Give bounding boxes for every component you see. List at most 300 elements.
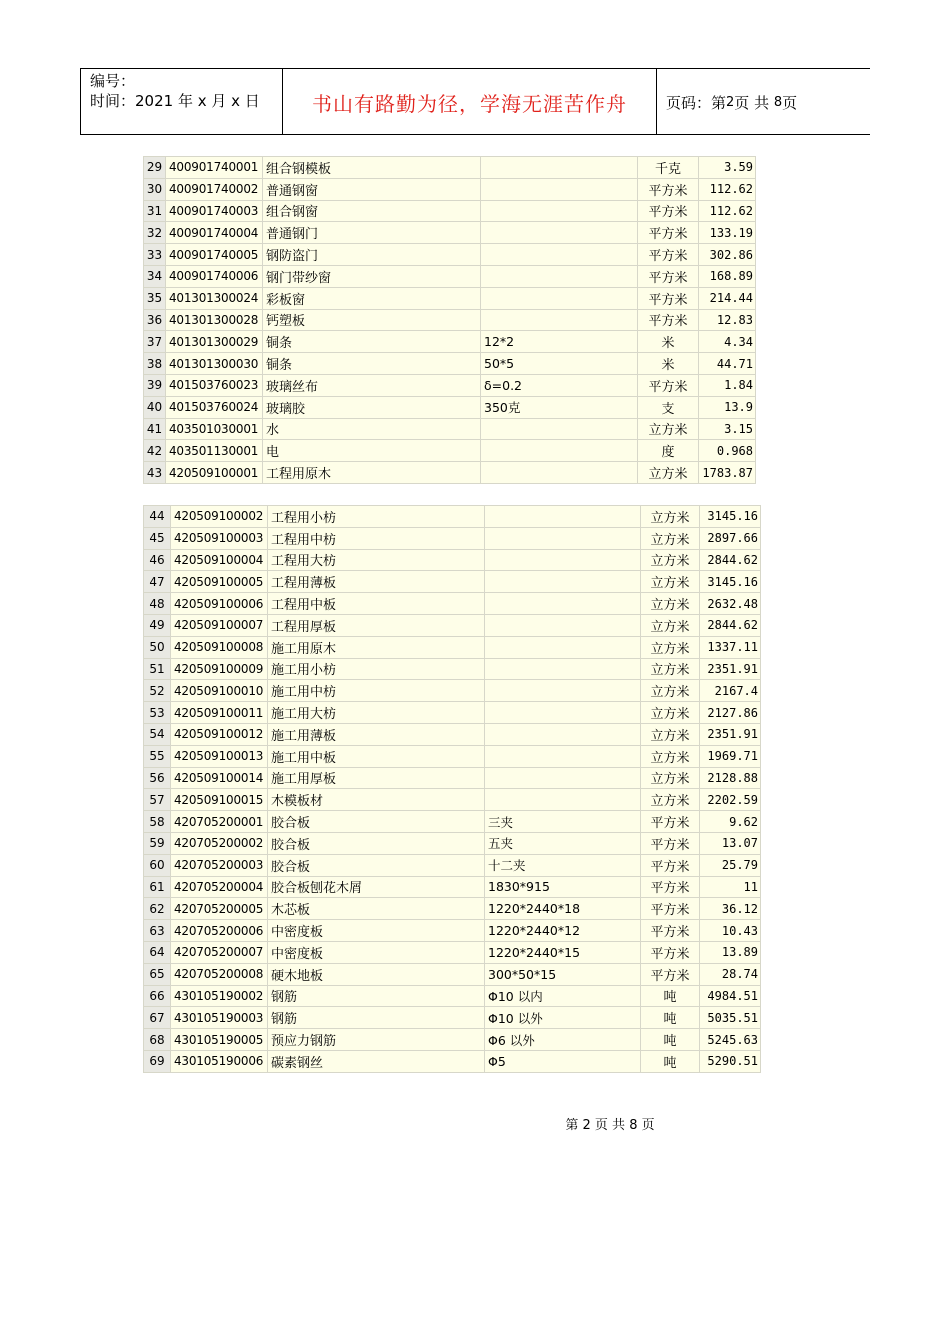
material-price: 2202.59 — [700, 789, 761, 811]
page-total: 8 — [773, 94, 783, 110]
material-code: 420509100008 — [171, 636, 268, 658]
table-row — [144, 941, 761, 963]
table-row — [144, 680, 761, 702]
material-price: 13.89 — [700, 941, 761, 963]
material-unit: 度 — [638, 440, 699, 462]
material-code: 420705200008 — [171, 963, 268, 985]
material-price: 28.74 — [700, 963, 761, 985]
material-spec: 1220*2440*18 — [485, 898, 641, 920]
material-price: 44.71 — [699, 353, 756, 375]
material-price: 0.968 — [699, 440, 756, 462]
material-code: 420509100015 — [171, 789, 268, 811]
material-price: 3145.16 — [700, 571, 761, 593]
table-row — [144, 854, 761, 876]
materials-table-1 — [143, 156, 756, 484]
table-row — [144, 767, 761, 789]
material-code: 430105190006 — [171, 1050, 268, 1072]
material-unit: 立方米 — [641, 702, 700, 724]
row-number: 38 — [144, 353, 166, 375]
material-price: 1337.11 — [700, 636, 761, 658]
row-number: 58 — [144, 811, 171, 833]
material-spec: Φ5 — [485, 1050, 641, 1072]
material-code: 420509100012 — [171, 723, 268, 745]
material-price: 10.43 — [700, 920, 761, 942]
material-spec — [485, 571, 641, 593]
material-name: 施工用薄板 — [268, 723, 485, 745]
material-unit: 平方米 — [641, 832, 700, 854]
material-unit: 立方米 — [641, 527, 700, 549]
table-row — [144, 920, 761, 942]
material-price: 1969.71 — [700, 745, 761, 767]
material-unit: 平方米 — [638, 309, 699, 331]
material-code: 420705200006 — [171, 920, 268, 942]
material-price: 133.19 — [699, 222, 756, 244]
material-unit: 立方米 — [641, 636, 700, 658]
header-page-info — [657, 69, 871, 135]
material-unit: 立方米 — [641, 767, 700, 789]
material-code: 400901740001 — [166, 157, 263, 179]
row-number: 46 — [144, 549, 171, 571]
material-price: 36.12 — [700, 898, 761, 920]
row-number: 60 — [144, 854, 171, 876]
material-price: 2844.62 — [700, 614, 761, 636]
material-unit: 支 — [638, 396, 699, 418]
material-price: 112.62 — [699, 200, 756, 222]
material-unit: 立方米 — [638, 462, 699, 484]
material-spec — [481, 440, 638, 462]
material-name: 钢筋 — [268, 1007, 485, 1029]
row-number: 49 — [144, 614, 171, 636]
row-number: 54 — [144, 723, 171, 745]
table-row — [144, 614, 761, 636]
material-price: 2127.86 — [700, 702, 761, 724]
material-name: 施工用大枋 — [268, 702, 485, 724]
row-number: 47 — [144, 571, 171, 593]
table-row — [144, 506, 761, 528]
row-number: 42 — [144, 440, 166, 462]
material-unit: 立方米 — [641, 593, 700, 615]
table-row — [144, 374, 756, 396]
table-row — [144, 985, 761, 1007]
row-number: 41 — [144, 418, 166, 440]
row-number: 66 — [144, 985, 171, 1007]
material-unit: 立方米 — [641, 723, 700, 745]
material-spec: 1220*2440*12 — [485, 920, 641, 942]
material-spec: 十二夹 — [485, 854, 641, 876]
material-unit: 平方米 — [641, 811, 700, 833]
material-unit: 平方米 — [638, 178, 699, 200]
row-number: 61 — [144, 876, 171, 898]
material-name: 预应力钢筋 — [268, 1029, 485, 1051]
table-row — [144, 1029, 761, 1051]
table-row — [144, 244, 756, 266]
material-code: 420509100002 — [171, 506, 268, 528]
material-unit: 平方米 — [638, 244, 699, 266]
material-name: 胶合板 — [268, 854, 485, 876]
table-row — [144, 593, 761, 615]
material-code: 401301300030 — [166, 353, 263, 375]
material-code: 420509100011 — [171, 702, 268, 724]
material-spec — [485, 658, 641, 680]
row-number: 30 — [144, 178, 166, 200]
material-code: 401503760023 — [166, 374, 263, 396]
material-name: 木芯板 — [268, 898, 485, 920]
material-code: 400901740002 — [166, 178, 263, 200]
material-price: 5245.63 — [700, 1029, 761, 1051]
table-row — [144, 571, 761, 593]
material-spec — [485, 723, 641, 745]
table-row — [144, 287, 756, 309]
date-label: 时间：2021 年 x 月 x 日 — [90, 92, 260, 110]
material-spec: 五夹 — [485, 832, 641, 854]
material-spec — [481, 200, 638, 222]
header-motto: 书山有路勤为径，学海无涯苦作舟 — [283, 69, 657, 135]
material-name: 钙塑板 — [263, 309, 481, 331]
row-number: 48 — [144, 593, 171, 615]
table-row — [144, 178, 756, 200]
material-price: 9.62 — [700, 811, 761, 833]
table-row — [144, 309, 756, 331]
material-price: 3.15 — [699, 418, 756, 440]
table-row — [144, 963, 761, 985]
material-unit: 立方米 — [638, 418, 699, 440]
number-label: 编号： — [90, 72, 136, 90]
material-name: 工程用中板 — [268, 593, 485, 615]
material-name: 普通钢门 — [263, 222, 481, 244]
material-name: 工程用小枋 — [268, 506, 485, 528]
material-spec: Φ10 以外 — [485, 1007, 641, 1029]
material-name: 工程用薄板 — [268, 571, 485, 593]
material-spec — [485, 636, 641, 658]
material-price: 2632.48 — [700, 593, 761, 615]
material-unit: 立方米 — [641, 506, 700, 528]
material-code: 420509100006 — [171, 593, 268, 615]
material-price: 3145.16 — [700, 506, 761, 528]
row-number: 55 — [144, 745, 171, 767]
material-code: 420509100007 — [171, 614, 268, 636]
material-price: 12.83 — [699, 309, 756, 331]
table-row — [144, 636, 761, 658]
material-spec — [485, 745, 641, 767]
table-row — [144, 898, 761, 920]
material-price: 214.44 — [699, 287, 756, 309]
material-price: 1783.87 — [699, 462, 756, 484]
table-row — [144, 331, 756, 353]
row-number: 33 — [144, 244, 166, 266]
material-name: 铜条 — [263, 331, 481, 353]
material-unit: 吨 — [641, 1029, 700, 1051]
material-price: 5290.51 — [700, 1050, 761, 1072]
material-spec — [485, 527, 641, 549]
table-row — [144, 418, 756, 440]
material-unit: 平方米 — [641, 854, 700, 876]
material-name: 木模板材 — [268, 789, 485, 811]
material-spec — [485, 767, 641, 789]
material-unit: 平方米 — [641, 876, 700, 898]
material-code: 420705200007 — [171, 941, 268, 963]
row-number: 37 — [144, 331, 166, 353]
material-name: 水 — [263, 418, 481, 440]
material-spec — [485, 680, 641, 702]
material-spec — [481, 287, 638, 309]
material-code: 400901740003 — [166, 200, 263, 222]
table-row — [144, 462, 756, 484]
material-unit: 平方米 — [641, 920, 700, 942]
material-name: 工程用大枋 — [268, 549, 485, 571]
material-unit: 千克 — [638, 157, 699, 179]
material-name: 普通钢窗 — [263, 178, 481, 200]
material-price: 5035.51 — [700, 1007, 761, 1029]
row-number: 62 — [144, 898, 171, 920]
material-spec: 300*50*15 — [485, 963, 641, 985]
material-name: 硬木地板 — [268, 963, 485, 985]
material-spec — [481, 265, 638, 287]
material-spec — [481, 418, 638, 440]
material-unit: 平方米 — [638, 200, 699, 222]
row-number: 64 — [144, 941, 171, 963]
material-price: 3.59 — [699, 157, 756, 179]
table-row — [144, 702, 761, 724]
row-number: 69 — [144, 1050, 171, 1072]
row-number: 53 — [144, 702, 171, 724]
row-number: 57 — [144, 789, 171, 811]
material-unit: 立方米 — [641, 571, 700, 593]
material-unit: 平方米 — [638, 265, 699, 287]
material-name: 胶合板 — [268, 811, 485, 833]
material-unit: 立方米 — [641, 680, 700, 702]
material-name: 施工用厚板 — [268, 767, 485, 789]
row-number: 65 — [144, 963, 171, 985]
material-spec — [481, 157, 638, 179]
material-spec — [485, 614, 641, 636]
material-code: 420509100014 — [171, 767, 268, 789]
row-number: 36 — [144, 309, 166, 331]
material-name: 铜条 — [263, 353, 481, 375]
row-number: 52 — [144, 680, 171, 702]
material-spec — [485, 702, 641, 724]
table-row — [144, 811, 761, 833]
row-number: 43 — [144, 462, 166, 484]
material-name: 施工用中枋 — [268, 680, 485, 702]
row-number: 51 — [144, 658, 171, 680]
material-spec: Φ10 以内 — [485, 985, 641, 1007]
material-spec: δ=0.2 — [481, 374, 638, 396]
material-spec: 三夹 — [485, 811, 641, 833]
material-code: 420705200004 — [171, 876, 268, 898]
row-number: 34 — [144, 265, 166, 287]
material-spec: Φ6 以外 — [485, 1029, 641, 1051]
material-name: 彩板窗 — [263, 287, 481, 309]
material-spec — [481, 178, 638, 200]
material-code: 420509100009 — [171, 658, 268, 680]
material-unit: 立方米 — [641, 789, 700, 811]
table-row — [144, 1050, 761, 1072]
material-spec — [481, 244, 638, 266]
material-unit: 立方米 — [641, 658, 700, 680]
material-name: 组合钢窗 — [263, 200, 481, 222]
material-code: 420509100010 — [171, 680, 268, 702]
table-row — [144, 157, 756, 179]
material-code: 430105190002 — [171, 985, 268, 1007]
material-code: 400901740006 — [166, 265, 263, 287]
material-spec: 50*5 — [481, 353, 638, 375]
material-unit: 平方米 — [638, 374, 699, 396]
material-spec — [481, 462, 638, 484]
material-code: 401301300029 — [166, 331, 263, 353]
table-row — [144, 527, 761, 549]
material-name: 工程用厚板 — [268, 614, 485, 636]
material-price: 11 — [700, 876, 761, 898]
material-code: 430105190003 — [171, 1007, 268, 1029]
material-unit: 吨 — [641, 1007, 700, 1029]
material-name: 施工用小枋 — [268, 658, 485, 680]
material-spec: 12*2 — [481, 331, 638, 353]
table-row — [144, 396, 756, 418]
material-unit: 米 — [638, 353, 699, 375]
material-code: 401301300024 — [166, 287, 263, 309]
material-code: 400901740005 — [166, 244, 263, 266]
row-number: 35 — [144, 287, 166, 309]
row-number: 56 — [144, 767, 171, 789]
material-code: 420509100013 — [171, 745, 268, 767]
material-spec — [481, 222, 638, 244]
row-number: 44 — [144, 506, 171, 528]
material-price: 25.79 — [700, 854, 761, 876]
material-name: 施工用原木 — [268, 636, 485, 658]
table-row — [144, 789, 761, 811]
document-header — [80, 68, 870, 135]
material-unit: 立方米 — [641, 549, 700, 571]
material-price: 2167.4 — [700, 680, 761, 702]
page-mid: 页 共 — [734, 93, 770, 112]
material-spec: 1220*2440*15 — [485, 941, 641, 963]
material-spec: 350克 — [481, 396, 638, 418]
row-number: 31 — [144, 200, 166, 222]
material-code: 403501130001 — [166, 440, 263, 462]
materials-table-2 — [143, 505, 761, 1073]
material-price: 112.62 — [699, 178, 756, 200]
material-unit: 吨 — [641, 985, 700, 1007]
material-spec — [481, 309, 638, 331]
material-unit: 吨 — [641, 1050, 700, 1072]
material-unit: 立方米 — [641, 745, 700, 767]
material-code: 400901740004 — [166, 222, 263, 244]
material-price: 13.07 — [700, 832, 761, 854]
material-price: 2897.66 — [700, 527, 761, 549]
row-number: 59 — [144, 832, 171, 854]
material-name: 钢门带纱窗 — [263, 265, 481, 287]
header-meta — [81, 69, 283, 135]
material-code: 420705200003 — [171, 854, 268, 876]
material-price: 4.34 — [699, 331, 756, 353]
material-name: 中密度板 — [268, 920, 485, 942]
material-spec — [485, 506, 641, 528]
table-row — [144, 745, 761, 767]
material-price: 13.9 — [699, 396, 756, 418]
material-price: 168.89 — [699, 265, 756, 287]
material-spec — [485, 593, 641, 615]
row-number: 67 — [144, 1007, 171, 1029]
material-code: 403501030001 — [166, 418, 263, 440]
material-name: 玻璃丝布 — [263, 374, 481, 396]
material-price: 2351.91 — [700, 658, 761, 680]
material-price: 302.86 — [699, 244, 756, 266]
material-unit: 立方米 — [641, 614, 700, 636]
material-price: 2128.88 — [700, 767, 761, 789]
row-number: 68 — [144, 1029, 171, 1051]
material-name: 工程用中枋 — [268, 527, 485, 549]
table-row — [144, 832, 761, 854]
page-prefix: 页码：第 — [666, 93, 727, 112]
material-code: 420509100003 — [171, 527, 268, 549]
row-number: 45 — [144, 527, 171, 549]
table-row — [144, 353, 756, 375]
material-code: 401301300028 — [166, 309, 263, 331]
table-row — [144, 658, 761, 680]
row-number: 29 — [144, 157, 166, 179]
material-unit: 平方米 — [638, 287, 699, 309]
material-code: 401503760024 — [166, 396, 263, 418]
page-suffix: 页 — [782, 93, 798, 112]
material-unit: 平方米 — [641, 898, 700, 920]
material-code: 420509100001 — [166, 462, 263, 484]
table-row — [144, 723, 761, 745]
material-name: 中密度板 — [268, 941, 485, 963]
row-number: 40 — [144, 396, 166, 418]
material-price: 2351.91 — [700, 723, 761, 745]
material-price: 4984.51 — [700, 985, 761, 1007]
table-row — [144, 549, 761, 571]
table-row — [144, 222, 756, 244]
page-number: 2 — [726, 94, 735, 110]
material-name: 工程用原木 — [263, 462, 481, 484]
material-price: 1.84 — [699, 374, 756, 396]
material-unit: 平方米 — [641, 941, 700, 963]
material-name: 玻璃胶 — [263, 396, 481, 418]
material-unit: 米 — [638, 331, 699, 353]
material-name: 胶合板刨花木屑 — [268, 876, 485, 898]
row-number: 50 — [144, 636, 171, 658]
table-row — [144, 876, 761, 898]
row-number: 32 — [144, 222, 166, 244]
material-unit: 平方米 — [638, 222, 699, 244]
material-code: 420509100005 — [171, 571, 268, 593]
material-name: 钢防盗门 — [263, 244, 481, 266]
table-row — [144, 265, 756, 287]
table-row — [144, 200, 756, 222]
material-name: 组合钢模板 — [263, 157, 481, 179]
table-row — [144, 440, 756, 462]
material-spec — [485, 549, 641, 571]
table-row — [144, 1007, 761, 1029]
material-name: 电 — [263, 440, 481, 462]
material-code: 420509100004 — [171, 549, 268, 571]
material-code: 420705200001 — [171, 811, 268, 833]
material-price: 2844.62 — [700, 549, 761, 571]
material-code: 420705200005 — [171, 898, 268, 920]
material-unit: 平方米 — [641, 963, 700, 985]
material-name: 施工用中板 — [268, 745, 485, 767]
material-code: 420705200002 — [171, 832, 268, 854]
row-number: 39 — [144, 374, 166, 396]
material-spec — [485, 789, 641, 811]
material-code: 430105190005 — [171, 1029, 268, 1051]
row-number: 63 — [144, 920, 171, 942]
material-name: 碳素钢丝 — [268, 1050, 485, 1072]
material-name: 钢筋 — [268, 985, 485, 1007]
material-name: 胶合板 — [268, 832, 485, 854]
page-footer: 第 2 页 共 8 页 — [565, 1118, 655, 1133]
